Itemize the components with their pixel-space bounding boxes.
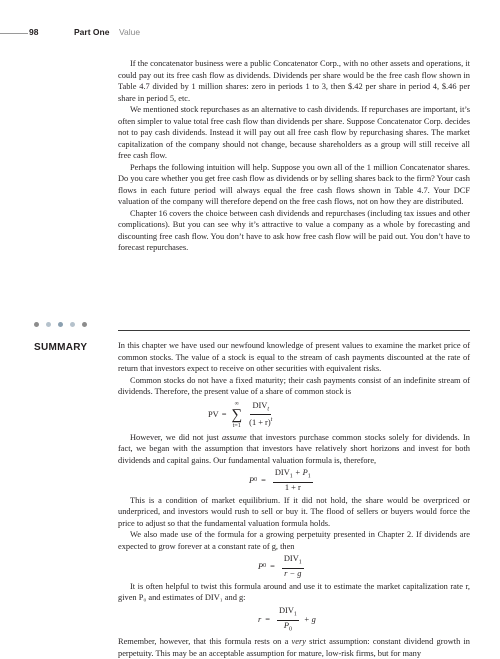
paragraph: This is a condition of market equilibrium. If it did not hold, the share would be overpriced or underpriced, and investors would rush to sell or buy it. The flood of sellers or buyers would force the price to adjust so that the fundamental valuation formula holds. <box>118 495 470 528</box>
paragraph: We mentioned stock repurchases as an alternative to cash dividends. If repurchases are important, it’s often simpler to value total free cash flow than dividends per share. Suppose Concatenator Corp. decides not to pay cash dividends. Instead it will pay out all free cash flow by repurchasing shares. The market capitalization of the company should not change, because shareholders as a group will still receive all free cash flow. <box>118 105 470 160</box>
paragraph <box>118 636 470 659</box>
eq4-den-sub: 0 <box>289 626 292 633</box>
page-number: 98 <box>29 27 39 37</box>
equation-capitalization-rate <box>118 606 470 634</box>
summation-sign <box>231 400 242 430</box>
section-divider <box>118 330 470 331</box>
p7-post: strict assumption: constant dividend growth in perpetuity. This may be an acceptable assumption for mature, low-risk firms, but for many <box>118 637 470 658</box>
sum-upper-limit: ∞ <box>234 400 239 407</box>
part-title: Part One <box>74 27 110 37</box>
equation-growing-perpetuity <box>118 554 470 579</box>
paragraph <box>118 432 470 467</box>
eq3-denominator: r − g <box>284 568 302 578</box>
eq2-numerator: DIV <box>274 468 290 477</box>
eq4-num-sub: 1 <box>293 611 297 618</box>
paragraph: In this chapter we have used our newfound knowledge of present values to examine the market price of common stocks. The value of a stock is equal to the stream of cash payments discounted at the rate of return that investors expect to receive on other securities with equivalent risks. <box>118 341 470 373</box>
header-rule <box>0 33 28 34</box>
eq1-num-sub: t <box>267 406 269 413</box>
paragraph: Common stocks do not have a fixed maturity; their cash payments consist of an indefinite stream of dividends. Therefore, the present value of a share of common stock is <box>118 375 470 396</box>
summary-heading: SUMMARY <box>34 342 88 353</box>
dot-5 <box>82 322 87 327</box>
paragraph: Perhaps the following intuition will help. Suppose you own all of the 1 million Concatenator shares. Do you care whether you get free cash flow as dividends or by selling shares back to the firm? Your cash flows in each future period will always equal the free cash flows shown in Table 4.7. Your DCF valuation of the company will therefore depend on the free cash flows, not on how they are distributed. <box>118 162 470 206</box>
eq4-tail: + g <box>303 615 316 625</box>
p7-emphasis: very <box>291 637 306 647</box>
eq3-lhs: P <box>258 561 264 571</box>
eq1-numerator: DIV <box>252 400 268 410</box>
eq2-fraction <box>273 468 313 493</box>
eq4-fraction <box>277 606 299 634</box>
eq2-num-sub: 1 <box>289 473 293 480</box>
paragraph: Chapter 16 covers the choice between cash dividends and repurchases (including tax issues and other complications). But you can see why it’s attractive to value a company as a whole by forecasting and discounting free cash flow. You don’t have to ask how free cash flow will be paid out. You don’t have to forecast repurchases. <box>118 208 470 252</box>
decorative-dots <box>34 322 90 328</box>
eq1-den-sup: t <box>270 417 273 424</box>
equation-price <box>118 468 470 493</box>
eq4-equals: = <box>265 615 270 625</box>
eq3-num-sub: 1 <box>298 559 302 566</box>
paragraph: If the concatenator business were a public Concatenator Corp., with no other assets and operations, it could pay out its free cash flow as dividends. Dividends per share would be the free cash flow shown in Table 4.7 divided by 1 million shares: zero in periods 1 to 3, then $.42 per share in period 4, $.46 per share in period 5, etc. <box>118 59 470 103</box>
eq1-lhs: PV <box>208 409 219 419</box>
dot-4 <box>70 322 75 327</box>
dot-3 <box>58 322 63 327</box>
eq2-num-plus: + P <box>292 468 308 477</box>
eq3-fraction <box>282 554 304 579</box>
eq4-lhs: r <box>258 615 262 625</box>
paragraph: It is often helpful to twist this formula around and use it to estimate the market capitalization rate r, given P₀ and estimates of DIV₁ and g: <box>118 581 470 603</box>
dot-2 <box>46 322 51 327</box>
equation-pv <box>118 400 470 430</box>
p3-emphasis: assume <box>221 432 247 442</box>
paragraph: We also made use of the formula for a growing perpetuity presented in Chapter 2. If dividends are expected to grow forever at a constant rate of g, then <box>118 530 470 551</box>
summary-text <box>118 340 470 659</box>
section-title: Value <box>119 27 141 37</box>
sum-lower-limit: t=1 <box>232 422 241 429</box>
eq2-num-sub2: 1 <box>307 473 311 480</box>
p7-pre: Remember, however, that this formula rests on a <box>118 637 292 647</box>
eq2-denominator: 1 + r <box>284 482 301 492</box>
sigma-glyph: ∑ <box>231 406 243 423</box>
eq3-equals: = <box>270 561 275 571</box>
p3-pre: However, we did not just <box>130 432 222 442</box>
p3-post: that investors purchase common stocks solely for dividends. In fact, we began with the assumption that investors have relatively short horizons and invest for both dividends and capital gains. Our fundamental valuation formula is, therefore, <box>118 432 470 465</box>
eq2-lhs-sub: 0 <box>254 476 258 483</box>
running-header <box>0 27 500 41</box>
eq2-equals: = <box>261 475 266 485</box>
eq1-fraction <box>247 401 274 428</box>
eq3-lhs-sub: 0 <box>263 562 267 569</box>
eq1-equals: = <box>221 409 227 419</box>
eq4-numerator: DIV <box>279 605 294 615</box>
intro-text <box>118 58 470 254</box>
eq2-lhs: P <box>249 475 255 485</box>
dot-1 <box>34 322 39 327</box>
eq1-denominator: (1 + r) <box>249 418 271 428</box>
eq4-denominator: P <box>283 620 289 630</box>
eq3-numerator: DIV <box>283 554 299 564</box>
